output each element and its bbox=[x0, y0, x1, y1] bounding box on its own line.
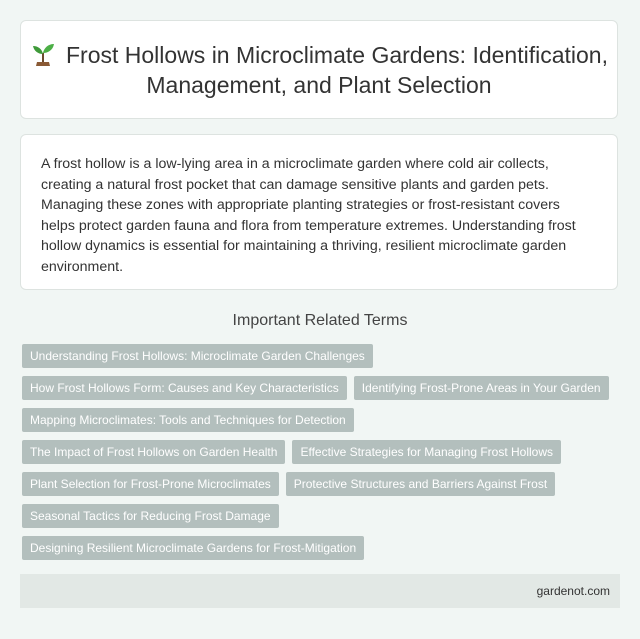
term-tag[interactable]: Mapping Microclimates: Tools and Techniques for Detection bbox=[22, 408, 354, 432]
term-row bbox=[22, 504, 622, 530]
term-row bbox=[22, 440, 622, 466]
intro-paragraph: A frost hollow is a low-lying area in a microclimate garden where cold air collects, creating a natural frost pocket that can damage sensitive plants and garden pets. Managing these zones with appropriate planting strategies or frost-resistant covers helps protect garden fauna and flora from temperature extremes. Understanding frost hollow dynamics is essential for maintaining a thriving, resilient microclimate garden environment. bbox=[41, 156, 576, 275]
term-tag[interactable]: How Frost Hollows Form: Causes and Key Characteristics bbox=[22, 376, 347, 400]
term-tag[interactable]: Effective Strategies for Managing Frost Hollows bbox=[292, 440, 561, 464]
term-row bbox=[22, 344, 622, 370]
related-terms-heading: Important Related Terms bbox=[232, 312, 408, 329]
term-tag[interactable]: Designing Resilient Microclimate Gardens for Frost-Mitigation bbox=[22, 536, 364, 560]
footer-site-link[interactable]: gardenot.com bbox=[536, 584, 610, 598]
term-tag[interactable]: The Impact of Frost Hollows on Garden Health bbox=[22, 440, 285, 464]
term-row bbox=[22, 472, 622, 498]
term-tag[interactable]: Identifying Frost-Prone Areas in Your Garden bbox=[354, 376, 609, 400]
related-terms-list bbox=[22, 344, 622, 568]
term-tag[interactable]: Plant Selection for Frost-Prone Microclimates bbox=[22, 472, 279, 496]
term-tag[interactable]: Protective Structures and Barriers Against Frost bbox=[286, 472, 555, 496]
footer bbox=[20, 574, 620, 608]
term-row bbox=[22, 536, 622, 562]
term-tag[interactable]: Seasonal Tactics for Reducing Frost Damage bbox=[22, 504, 279, 528]
seedling-icon bbox=[30, 42, 56, 66]
title-card bbox=[20, 20, 618, 119]
term-tag[interactable]: Understanding Frost Hollows: Microclimate Garden Challenges bbox=[22, 344, 373, 368]
page-title bbox=[21, 40, 617, 100]
term-row bbox=[22, 376, 622, 402]
page-title-text: Frost Hollows in Microclimate Gardens: Identification, Management, and Plant Selection bbox=[66, 41, 608, 98]
intro-card bbox=[20, 134, 618, 290]
term-row bbox=[22, 408, 622, 434]
